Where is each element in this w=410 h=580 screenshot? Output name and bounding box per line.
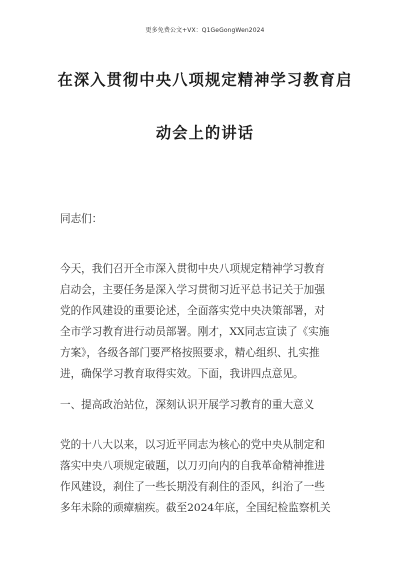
paragraph-2-line: 作风建设，刹住了一些长期没有刹住的歪风，纠治了一些: [60, 481, 325, 493]
paragraph-1-line: 启动会，主要任务是深入学习贯彻习近平总书记关于加强: [60, 284, 325, 296]
paragraph-1-line: 进，确保学习教育取得实效。下面，我讲四点意见。: [60, 368, 304, 380]
paragraph-1-line: 全市学习教育进行动员部署。刚才，XX同志宣读了《实施: [60, 326, 330, 338]
paragraph-2-line: 落实中央八项规定破题，以刀刃向内的自我革命精神推进: [60, 460, 325, 472]
paragraph-2-line: 多年未除的顽瘴痼疾。截至2024年底，全国纪检监察机关: [60, 502, 331, 514]
paragraph-2-line: 党的十八大以来，以习近平同志为核心的党中央从制定和: [60, 439, 325, 451]
paragraph-1-line: 今天，我们召开全市深入贯彻中央八项规定精神学习教育: [60, 263, 325, 275]
section-heading-text: 一、提高政治站位，深刻认识开展学习教育的重大意义: [60, 399, 315, 411]
document-title-line-2: 动会上的讲话: [155, 124, 255, 142]
paragraph-1-line: 党的作风建设的重要论述，全面落实党中央决策部署，对: [60, 305, 325, 317]
document-title-line-1: 在深入贯彻中央八项规定精神学习教育启: [57, 71, 353, 89]
paragraph-1-line: 方案》，各级各部门要严格按照要求，精心组织、扎实推: [60, 347, 320, 359]
salutation-text: 同志们：: [60, 213, 103, 225]
header-note: 更多免费公文+VX：Q1GeGongWen2024: [145, 27, 265, 34]
